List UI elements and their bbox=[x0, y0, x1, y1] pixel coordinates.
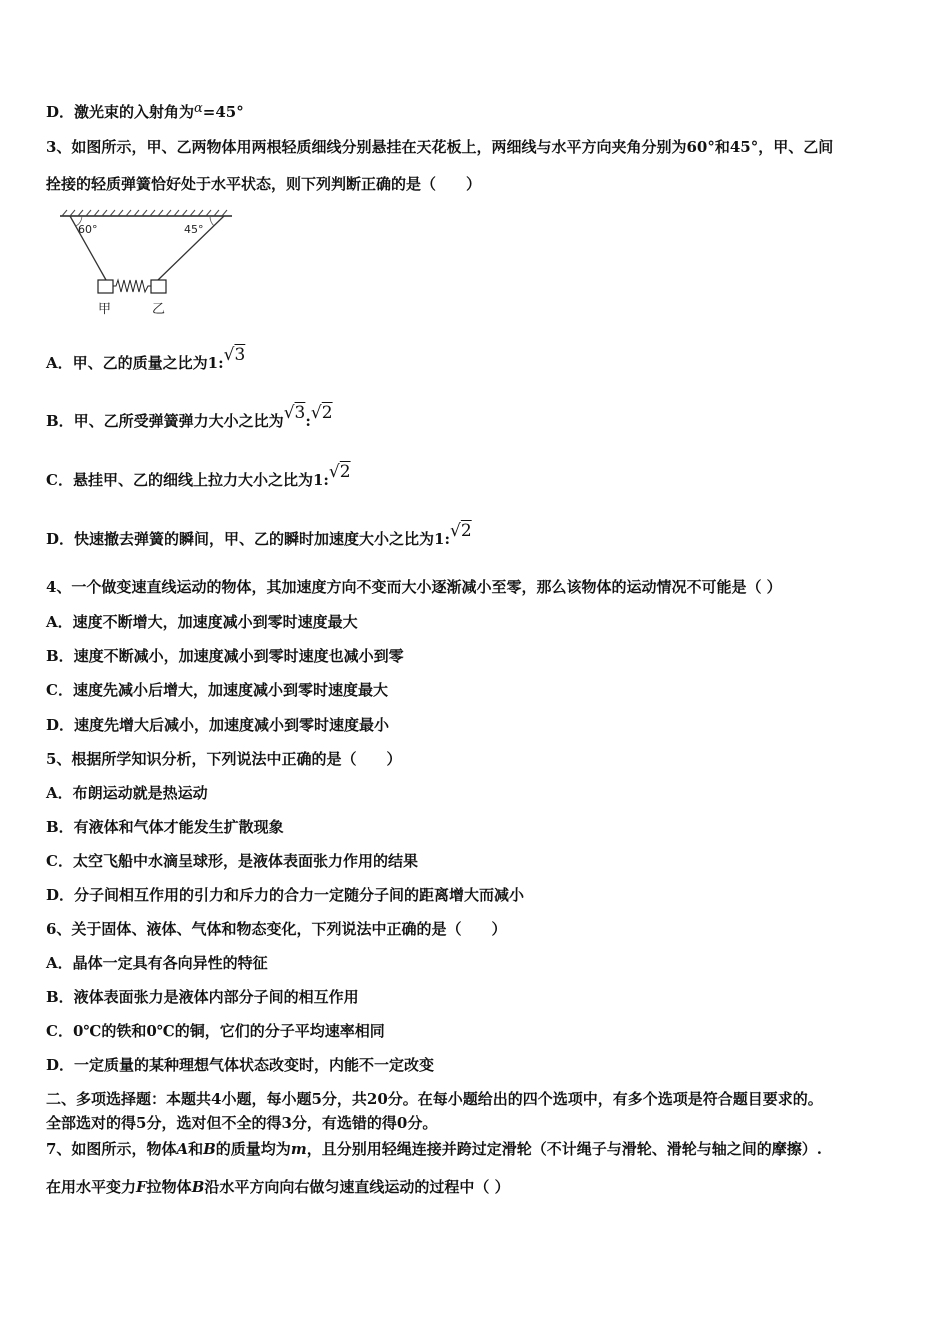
radicand: 3 bbox=[234, 345, 246, 365]
label-yi: 乙 bbox=[152, 302, 166, 317]
sqrt-sign: √ bbox=[328, 462, 340, 482]
q4-stem: 4、一个做变速直线运动的物体，其加速度方向不变而大小逐渐减小至零，那么该物体的运动情况不可能是（ ） bbox=[46, 578, 782, 596]
q4-option-c: C．速度先减小后增大，加速度减小到零时速度最大 bbox=[46, 681, 388, 699]
var-f: F bbox=[136, 1178, 147, 1196]
q4-option-d: D．速度先增大后减小，加速度减小到零时速度最小 bbox=[46, 716, 390, 734]
q6-option-a: A．晶体一定具有各向异性的特征 bbox=[46, 954, 268, 972]
q6-option-c: C．0℃的铁和0℃的铜，它们的分子平均速率相同 bbox=[46, 1022, 385, 1040]
var-b: B bbox=[191, 1178, 205, 1196]
var-b: B bbox=[203, 1140, 216, 1158]
sqrt-sign: √ bbox=[223, 345, 235, 365]
sqrt-2 bbox=[329, 462, 351, 482]
q7-text: 沿水平方向向右做匀速直线运动的过程中（ ） bbox=[204, 1178, 510, 1196]
sqrt-sign: √ bbox=[283, 403, 295, 423]
q3-option-b bbox=[46, 403, 333, 431]
sqrt-2 bbox=[450, 521, 472, 541]
q7-stem-line1 bbox=[46, 1139, 822, 1159]
q7-text: ，且分别用轻绳连接并跨过定滑轮（不计绳子与滑轮、滑轮与轴之间的摩擦）. bbox=[306, 1140, 822, 1158]
angle-label-right: 45° bbox=[184, 223, 204, 236]
ceiling bbox=[60, 210, 232, 216]
sqrt-3 bbox=[224, 345, 246, 365]
block-jia bbox=[98, 280, 113, 293]
label-jia: 甲 bbox=[98, 302, 112, 317]
q3-option-d-text: D．快速撤去弹簧的瞬间，甲、乙的瞬时加速度大小之比为1: bbox=[46, 530, 450, 548]
q5-option-d: D．分子间相互作用的引力和斥力的合力一定随分子间的距离增大而减小 bbox=[46, 886, 525, 904]
block-yi bbox=[151, 280, 166, 293]
q3-option-b-text: B．甲、乙所受弹簧弹力大小之比为 bbox=[46, 412, 284, 430]
q7-text: 在用水平变力 bbox=[46, 1178, 137, 1196]
var-a: A bbox=[176, 1140, 189, 1158]
q2-option-d-suffix: =45° bbox=[202, 103, 244, 121]
q3-option-d bbox=[46, 521, 472, 549]
q7-text: 拉物体 bbox=[146, 1178, 192, 1196]
spring bbox=[113, 280, 151, 292]
q3-option-a-text: A．甲、乙的质量之比为1: bbox=[46, 354, 224, 372]
sqrt-sign: √ bbox=[310, 403, 322, 423]
q7-text: 和 bbox=[188, 1140, 204, 1158]
q5-stem: 5、根据所学知识分析，下列说法中正确的是（ ） bbox=[46, 750, 402, 768]
q5-option-c: C．太空飞船中水滴呈球形，是液体表面张力作用的结果 bbox=[46, 852, 418, 870]
angle-label-left: 60° bbox=[78, 223, 98, 236]
radicand: 2 bbox=[460, 521, 472, 541]
section2-line2: 全部选对的得5分，选对但不全的得3分，有选错的得0分。 bbox=[46, 1114, 438, 1132]
q3-option-c bbox=[46, 462, 351, 490]
ratio-colon: : bbox=[305, 412, 311, 430]
radicand: 2 bbox=[339, 462, 351, 482]
q6-option-b: B．液体表面张力是液体内部分子间的相互作用 bbox=[46, 988, 359, 1006]
q6-option-d: D．一定质量的某种理想气体状态改变时，内能不一定改变 bbox=[46, 1056, 435, 1074]
var-m: m bbox=[290, 1140, 307, 1158]
sqrt-3 bbox=[284, 403, 306, 423]
q7-text: 7、如图所示，物体 bbox=[46, 1140, 177, 1158]
q3-stem-line2: 拴接的轻质弹簧恰好处于水平状态，则下列判断正确的是（ ） bbox=[46, 175, 482, 193]
q7-stem-line2 bbox=[46, 1177, 510, 1197]
q7-text: 的质量均为 bbox=[215, 1140, 291, 1158]
sqrt-sign: √ bbox=[450, 521, 461, 541]
sqrt-2 bbox=[311, 403, 333, 423]
q6-stem: 6、关于固体、液体、气体和物态变化，下列说法中正确的是（ ） bbox=[46, 920, 507, 938]
q4-option-a: A．速度不断增大，加速度减小到零时速度最大 bbox=[46, 613, 358, 631]
q3-option-c-text: C．悬挂甲、乙的细线上拉力大小之比为1: bbox=[46, 471, 329, 489]
q3-stem-line1: 3、如图所示，甲、乙两物体用两根轻质细线分别悬挂在天花板上，两细线与水平方向夹角分别为60°和45°，甲、乙间 bbox=[46, 138, 834, 156]
radicand: 2 bbox=[321, 403, 333, 423]
q2-option-d bbox=[46, 102, 244, 124]
alpha-symbol: α bbox=[194, 101, 203, 116]
q5-option-b: B．有液体和气体才能发生扩散现象 bbox=[46, 818, 284, 836]
q3-option-a bbox=[46, 345, 246, 373]
radicand: 3 bbox=[294, 403, 306, 423]
q5-option-a: A．布朗运动就是热运动 bbox=[46, 784, 208, 802]
angle-arc-right bbox=[210, 216, 214, 226]
q2-option-d-prefix: D．激光束的入射角为 bbox=[46, 103, 195, 121]
q3-figure bbox=[54, 208, 239, 320]
section2-line1: 二、多项选择题：本题共4小题，每小题5分，共20分。在每小题给出的四个选项中，有多个选项是符合题目要求的。 bbox=[46, 1090, 823, 1108]
q4-option-b: B．速度不断减小，加速度减小到零时速度也减小到零 bbox=[46, 647, 404, 665]
